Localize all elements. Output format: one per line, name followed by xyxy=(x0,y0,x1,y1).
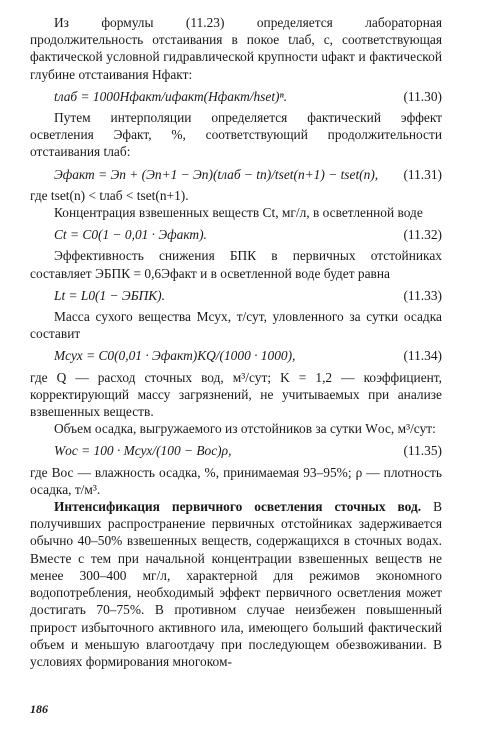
paragraph-3: где tset(n) < tлаб < tset(n+1). xyxy=(30,187,189,203)
equation-number: (11.34) xyxy=(403,348,442,364)
equation-11-35 xyxy=(30,442,442,459)
equation-11-32 xyxy=(30,226,442,243)
equation-11-34 xyxy=(30,347,442,364)
equation-11-33 xyxy=(30,287,442,304)
paragraph-6: Масса сухого вещества Mсух, т/сут, уловленного за сутки осадка составит xyxy=(30,309,442,342)
equation-number: (11.35) xyxy=(403,443,442,459)
paragraph-9: где Bос — влажность осадка, %, принимаемая 93–95%; ρ — плотность осадка, т/м³. xyxy=(30,464,442,497)
equation-11-31 xyxy=(30,166,442,183)
page-number: 186 xyxy=(30,702,48,716)
equation-formula: Эфакт = Эn + (Эn+1 − Эn)(tлаб − tn)/tset(n+1) − tset(n), xyxy=(54,166,379,182)
paragraph-5: Эффективность снижения БПК в первичных отстойниках составляет ЭБПК = 0,6Эфакт и в осветленной воде будет равна xyxy=(30,248,442,281)
paragraph-2: Путем интерполяции определяется фактический эффект осветления Эфакт, %, соответствующий продолжительности отстаивания tлаб: xyxy=(30,110,442,160)
equation-number: (11.31) xyxy=(403,166,442,182)
equation-formula: Mсух = C0(0,01 · Эфакт)KQ/(1000 · 1000), xyxy=(54,348,296,364)
paragraph-7: где Q — расход сточных вод, м³/сут; K = 1,2 — коэффициент, корректирующий массу загрязнений, не учитываемых при анализе взвешенных веществ. xyxy=(30,369,442,420)
equation-11-30 xyxy=(30,88,442,105)
section-heading: Интенсификация первичного осветления сточных вод. xyxy=(54,499,422,515)
equation-number: (11.33) xyxy=(403,287,442,303)
paragraph-4: Концентрация взвешенных веществ Ct, мг/л, в осветленной воде xyxy=(54,205,423,221)
paragraph-1: Из формулы (11.23) определяется лабораторная продолжительность отстаивания в покое tлаб, с, соответствующая фактической условной гидравлической крупности uфакт и фактической глубине отстаивания Hфакт: xyxy=(30,15,442,82)
equation-number: (11.30) xyxy=(403,88,442,104)
equation-number: (11.32) xyxy=(403,227,442,243)
paragraph-8: Объем осадка, выгружаемого из отстойников за сутки Wос, м³/сут: xyxy=(54,421,436,437)
equation-formula: Lt = L0(1 − ЭБПК). xyxy=(54,287,165,303)
equation-formula: Ct = C0(1 − 0,01 · Эфакт). xyxy=(54,227,207,243)
paragraph-10-body: В получивших распространение первичных отстойниках задерживается обычно 40–50% взвешенных веществ, содержащихся в сточных водах. Вместе с тем при начальной концентрации взвешенных веществ не менее 300–400 мг/л, характерной для режимов экономного водопотребления, необходимый эффект первичного осветления может достигать 70–75%. В противном случае неизбежен повышенный прирост избыточного активного ила, имеющего больший фактический объем и меньшую влагоотдачу при последующем обезвоживании. В условиях формирования многоком- xyxy=(30,499,443,669)
equation-formula: Wос = 100 · Mсух/(100 − Bос)ρ, xyxy=(54,443,232,459)
equation-formula: tлаб = 1000Hфакт/uфакт(Hфакт/hset)ⁿ. xyxy=(54,88,288,104)
paragraph-10 xyxy=(30,498,442,670)
